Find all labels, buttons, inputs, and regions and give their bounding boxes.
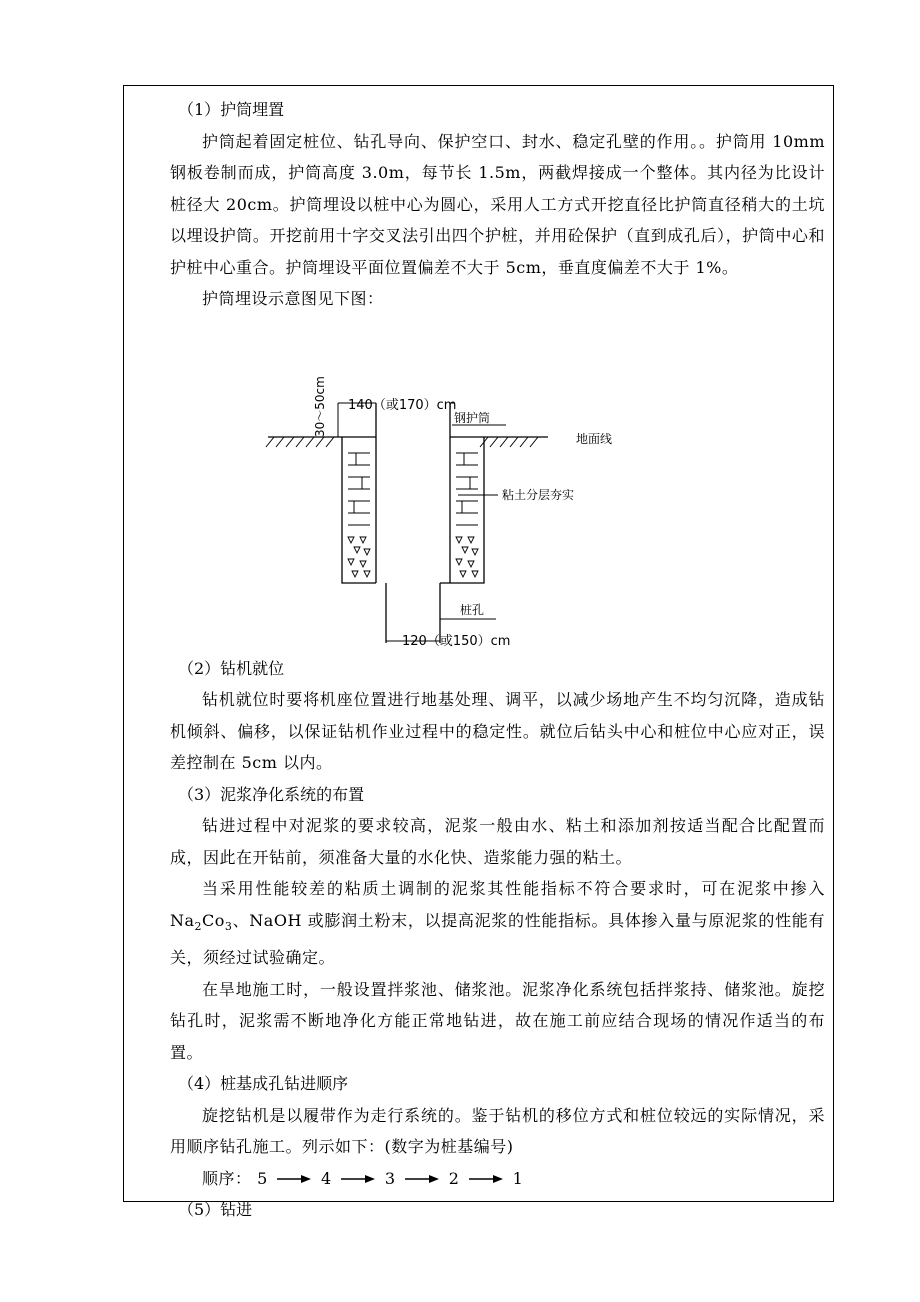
clay-layers-right — [456, 453, 478, 525]
sequence-item: 5 — [257, 1168, 268, 1188]
p2-part-c: 、NaOH 或膨润土粉末，以提高泥浆的性能指标。具体掺入量与原泥浆的性能有关，须经过试验确定。 — [170, 910, 825, 968]
sub-1: 2 — [194, 919, 203, 933]
ground-hatch — [266, 437, 538, 447]
gravel-right — [456, 537, 478, 577]
casing-label: 钢护筒 — [454, 410, 491, 425]
p2-part-b: Co — [202, 910, 225, 930]
casing-diagram — [170, 315, 825, 653]
arrow-right-icon — [405, 1174, 439, 1184]
arrow-right-icon — [341, 1174, 375, 1184]
section-3-paragraph-2 — [170, 873, 825, 974]
ground-label: 地面线 — [576, 431, 613, 446]
top-width-label: 140（或170）cm — [348, 397, 457, 413]
p2-part-a: 当采用性能较差的粘质土调制的泥浆其性能指标不符合要求时，可在泥浆中掺入 Na — [170, 879, 825, 930]
section-3-paragraph-3: 在旱地施工时，一般设置拌浆池、储浆池。泥浆净化系统包括拌浆持、储浆池。旋挖钻孔时，泥浆需不断地净化方能正常地钻进，故在施工前应结合现场的情况作适当的布置。 — [170, 979, 825, 1062]
section-1-paragraph-1: 护筒起着固定桩位、钻孔导向、保护空口、封水、稳定孔壁的作用。。护筒用 10mm 钢板卷制而成，护筒高度 3.0m，每节长 1.5m，两截焊接成一个整体。其内径为比设计桩径大 20cm。护筒埋设以桩中心为圆心，采用人工方式开挖直径比护筒直径稍大的土坑以埋设护筒。开挖前用十字交叉法引出四个护桩，并用砼保护（直到成孔后），护筒中心和护桩中心重合。护筒埋设平面位置偏差不大于 5cm，垂直度偏差不大于 1%。 — [170, 131, 825, 277]
sequence-item: 1 — [512, 1168, 524, 1188]
sequence-label: 顺序： — [202, 1168, 252, 1188]
section-2-heading: （2）钻机就位 — [178, 658, 285, 678]
clay-label: 粘土分层夯实 — [502, 487, 575, 502]
sequence-item: 2 — [448, 1168, 460, 1188]
section-5-heading: （5）钻进 — [178, 1200, 253, 1220]
hole-label: 桩孔 — [460, 602, 485, 617]
section-2-paragraph-1: 钻机就位时要将机座位置进行地基处理、调平，以减少场地产生不均匀沉降，造成钻机倾斜、偏移，以保证钻机作业过程中的稳定性。就位后钻头中心和桩位中心应对正，误差控制在 5cm 以内。 — [170, 690, 825, 772]
section-1-paragraph-2: 护筒埋设示意图见下图： — [202, 289, 384, 308]
casing-diagram-svg — [170, 315, 825, 653]
section-4-heading: （4）桩基成孔钻进顺序 — [178, 1074, 349, 1094]
gravel-left — [348, 537, 370, 577]
sequence-item: 4 — [320, 1168, 332, 1188]
document-body — [170, 94, 825, 1226]
sequence-item: 3 — [384, 1168, 396, 1188]
sub-2: 3 — [224, 919, 233, 933]
section-3-heading: （3）泥浆净化系统的布置 — [178, 784, 365, 804]
section-3-paragraph-1: 钻进过程中对泥浆的要求较高，泥浆一般由水、粘土和添加剂按适当配合比配置而成，因此在开钻前，须准备大量的水化快、造浆能力强的粘土。 — [170, 816, 825, 867]
pit-left-wall — [342, 437, 376, 583]
section-1-heading: （1）护筒埋置 — [178, 100, 285, 119]
clay-layers-left — [348, 453, 370, 525]
arrow-right-icon — [277, 1174, 311, 1184]
section-4-paragraph-1: 旋挖钻机是以履带作为走行系统的。鉴于钻机的移位方式和桩位较远的实际情况，采用顺序钻孔施工。列示如下：(数字为桩基编号) — [170, 1105, 825, 1157]
depth-label: 30～50cm — [313, 375, 327, 437]
arrow-right-icon — [469, 1174, 503, 1184]
bottom-width-label: 120（或150）cm — [402, 633, 511, 649]
drilling-sequence — [170, 1163, 825, 1195]
